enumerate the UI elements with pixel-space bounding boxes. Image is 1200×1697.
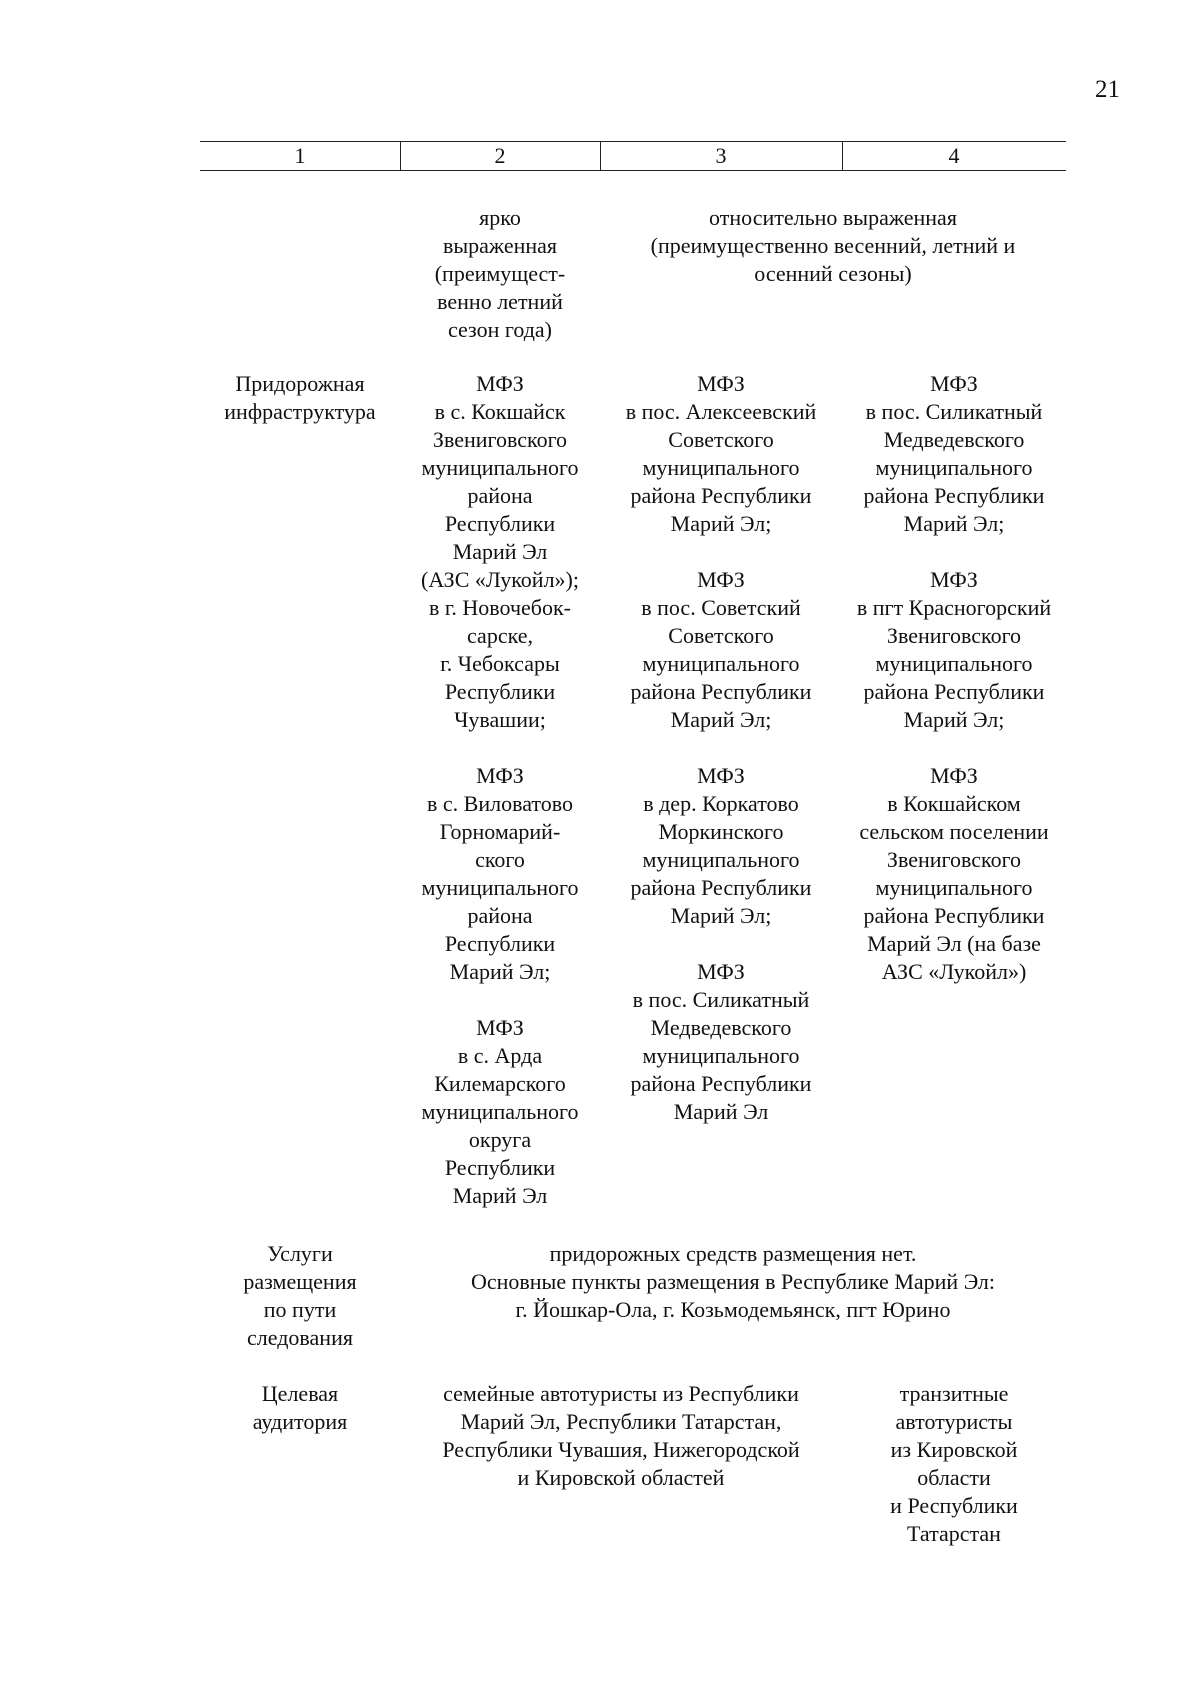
column-header-1: 1 xyxy=(294,143,306,168)
seasonality-col2: ярко выраженная (преимущест- венно летний сезон года) xyxy=(434,205,566,342)
roadside-col4-block2: МФЗ в пгт Красногорский Звениговского муниципального района Республики Марий Эл; xyxy=(856,567,1052,732)
roadside-col3-block1: МФЗ в пос. Алексеевский Советского муниципального района Республики Марий Эл; xyxy=(625,371,817,536)
roadside-col2-block1: МФЗ в с. Кокшайск Звениговского муниципального района Республики Марий Эл (АЗС «Лукойл»); в г. Новочебок- сарске, г. Чебоксары Республики Чувашии; xyxy=(421,371,579,732)
column-header-4: 4 xyxy=(948,143,960,168)
roadside-col3-block4: МФЗ в пос. Силикатный Медведевского муниципального района Республики Марий Эл xyxy=(630,959,812,1124)
roadside-col4-block1: МФЗ в пос. Силикатный Медведевского муниципального района Республики Марий Эл; xyxy=(863,371,1045,536)
page-number: 21 xyxy=(1095,76,1120,103)
column-header-3: 3 xyxy=(715,143,727,168)
column-header-2: 2 xyxy=(494,143,506,168)
audience-col4: транзитные автотуристы из Кировской области и Республики Татарстан xyxy=(890,1381,1018,1546)
roadside-col3-block2: МФЗ в пос. Советский Советского муниципального района Республики Марий Эл; xyxy=(630,567,812,732)
roadside-col3-block3: МФЗ в дер. Коркатово Моркинского муниципального района Республики Марий Эл; xyxy=(630,763,812,928)
audience-col23: семейные автотуристы из Республики Марий Эл, Республики Татарстан, Республики Чувашия, Нижегородской и Кировской областей xyxy=(442,1381,800,1490)
header-bottom-rule xyxy=(200,170,1066,171)
roadside-col2-block3: МФЗ в с. Арда Килемарского муниципального округа Республики Марий Эл xyxy=(421,1015,579,1208)
roadside-label: Придорожная инфраструктура xyxy=(224,371,376,424)
accommodation-text: придорожных средств размещения нет. Основные пункты размещения в Республике Марий Эл: г. Йошкар-Ола, г. Козьмодемьянск, пгт Юрино xyxy=(470,1241,996,1322)
roadside-col2-block2: МФЗ в с. Виловатово Горномарий- ского муниципального района Республики Марий Эл; xyxy=(421,763,579,984)
accommodation-label: Услуги размещения по пути следования xyxy=(243,1241,357,1350)
roadside-col4-block3: МФЗ в Кокшайском сельском поселении Звениговского муниципального района Республики Марий Эл (на базе АЗС «Лукойл») xyxy=(859,763,1049,984)
audience-label: Целевая аудитория xyxy=(252,1381,348,1434)
seasonality-col34: относительно выраженная (преимущественно весенний, летний и осенний сезоны) xyxy=(650,205,1016,286)
